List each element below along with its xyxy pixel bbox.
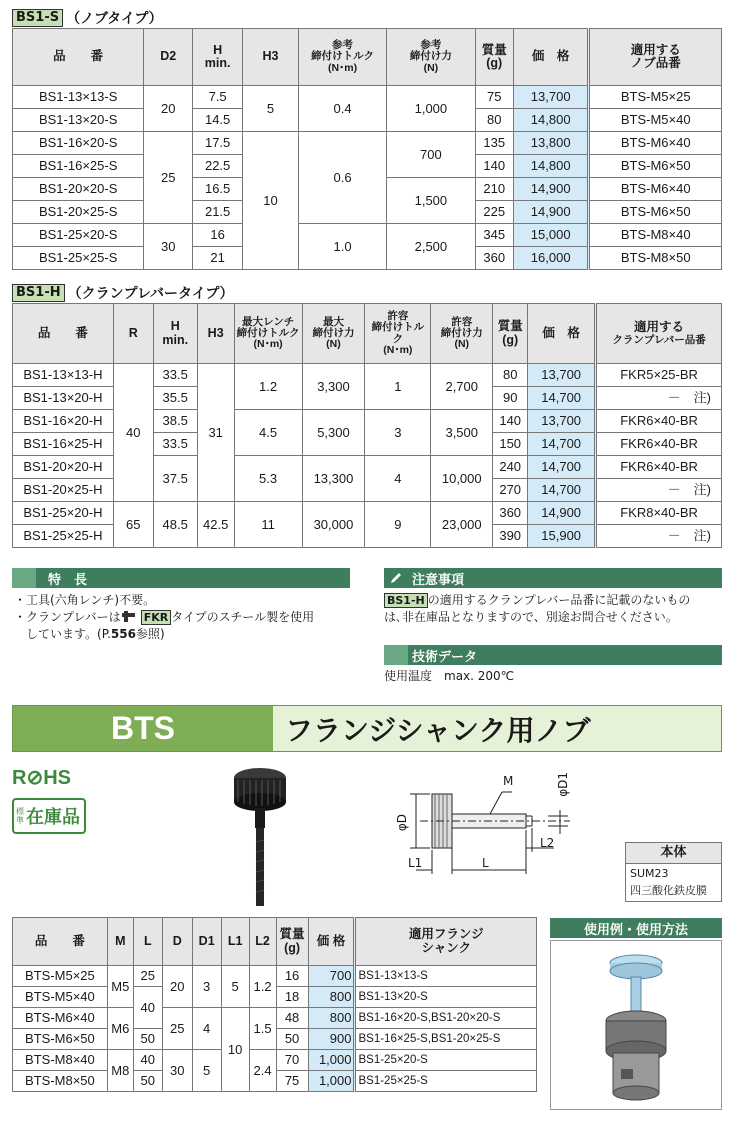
mass-value: 390 — [493, 525, 528, 548]
mass-value: 50 — [276, 1029, 308, 1050]
h-value: 33.5 — [153, 433, 197, 456]
h-value: 21.5 — [193, 201, 243, 224]
bs1h-th-allow-torque: 許容 締付けトルク (N･m) — [365, 304, 431, 364]
stock-badge-label: 在庫品 — [26, 807, 80, 828]
part-number: BTS-M8×40 — [13, 1050, 108, 1071]
bts-th-shank: 適用フランジ シャンク — [355, 918, 537, 966]
bts-header-row — [13, 918, 537, 966]
shank-part: BS1-25×25-S — [355, 1071, 537, 1092]
allow-force-value: 10,000 — [431, 456, 493, 502]
m-value: M5 — [107, 966, 133, 1008]
bs1h-tag: BS1-H — [12, 284, 65, 302]
tech-bar — [384, 645, 722, 665]
m-value: M8 — [107, 1050, 133, 1092]
lever-part: － 注) — [596, 479, 722, 502]
part-number: BS1-25×20-S — [13, 224, 144, 247]
torque-value: 0.6 — [298, 132, 386, 224]
h-value: 48.5 — [153, 502, 197, 548]
max-force-value: 3,300 — [302, 364, 365, 410]
bs1s-table — [12, 28, 722, 270]
price-value: 700 — [308, 966, 355, 987]
bs1h-th-mass: 質量 (g) — [493, 304, 528, 364]
bs1h-th-max-force: 最大 締付け力 (N) — [302, 304, 365, 364]
h-value: 37.5 — [153, 456, 197, 502]
force-value: 2,500 — [387, 224, 475, 270]
price-value: 13,800 — [513, 132, 589, 155]
price-value: 14,700 — [528, 387, 596, 410]
bts-th-l2: L2 — [249, 918, 276, 966]
mass-value: 75 — [475, 86, 513, 109]
dim-d: φD — [395, 814, 409, 832]
clamp-lever-icon — [121, 610, 141, 623]
bts-th-price: 価 格 — [308, 918, 355, 966]
features-line-1: ・工具(六角レンチ)不要。 — [14, 593, 156, 607]
knob-photo — [222, 762, 302, 912]
bs1s-th-h: H min. — [193, 29, 243, 86]
features-title: 特 長 — [48, 572, 88, 588]
bs1h-th-max-torque: 最大レンチ 締付けトルク (N･m) — [234, 304, 302, 364]
part-number: BTS-M8×50 — [13, 1071, 108, 1092]
d2-value: 30 — [144, 224, 193, 270]
mass-value: 345 — [475, 224, 513, 247]
knob-part: BTS-M6×40 — [589, 178, 722, 201]
shank-part: BS1-16×25-S,BS1-20×25-S — [355, 1029, 537, 1050]
mass-value: 135 — [475, 132, 513, 155]
price-value: 14,700 — [528, 456, 596, 479]
usage-box — [550, 940, 722, 1110]
part-number: BS1-16×25-H — [13, 433, 114, 456]
h-value: 21 — [193, 247, 243, 270]
bs1s-th-d2: D2 — [144, 29, 193, 86]
usage-title: 使用例・使用方法 — [583, 922, 688, 938]
table-row — [13, 132, 722, 155]
mass-value: 70 — [276, 1050, 308, 1071]
mass-value: 225 — [475, 201, 513, 224]
part-number: BS1-16×20-S — [13, 132, 144, 155]
price-value: 14,800 — [513, 155, 589, 178]
shank-part: BS1-25×20-S — [355, 1050, 537, 1071]
force-value: 1,000 — [387, 86, 475, 132]
dim-d1: φD1 — [556, 772, 570, 797]
force-value: 700 — [387, 132, 475, 178]
mass-value: 48 — [276, 1008, 308, 1029]
lever-part: FKR6×40-BR — [596, 433, 722, 456]
knob-part: BTS-M6×50 — [589, 201, 722, 224]
l-value: 50 — [133, 1029, 162, 1050]
shank-part: BS1-16×20-S,BS1-20×20-S — [355, 1008, 537, 1029]
part-number: BS1-13×20-H — [13, 387, 114, 410]
price-value: 1,000 — [308, 1071, 355, 1092]
max-force-value: 30,000 — [302, 502, 365, 548]
price-value: 1,000 — [308, 1050, 355, 1071]
allow-torque-value: 4 — [365, 456, 431, 502]
allow-torque-value: 9 — [365, 502, 431, 548]
bts-banner — [12, 705, 722, 752]
bs1h-th-h3: H3 — [197, 304, 234, 364]
price-value: 14,700 — [528, 433, 596, 456]
table-row — [13, 502, 722, 525]
part-number: BTS-M6×40 — [13, 1008, 108, 1029]
notes-line-2: は､非在庫品となりますので、別途お問合せください。 — [384, 610, 678, 624]
table-row — [13, 966, 537, 987]
lever-part: － 注) — [596, 387, 722, 410]
notes-line-1: の適用するクランプレバー品番に記載のないもの — [427, 593, 691, 607]
table-row — [13, 364, 722, 387]
allow-torque-value: 3 — [365, 410, 431, 456]
tech-temp: 使用温度 max. 200℃ — [384, 669, 515, 683]
h-value: 16 — [193, 224, 243, 247]
d1-value: 3 — [192, 966, 221, 1008]
bs1s-th-mass: 質量 (g) — [475, 29, 513, 86]
d1-value: 5 — [192, 1050, 221, 1092]
r-value: 65 — [113, 502, 153, 548]
mass-value: 240 — [493, 456, 528, 479]
table-row — [13, 86, 722, 109]
d1-value: 4 — [192, 1008, 221, 1050]
stock-badge — [12, 798, 86, 834]
h-value: 17.5 — [193, 132, 243, 155]
h-value: 38.5 — [153, 410, 197, 433]
part-number: BS1-20×20-S — [13, 178, 144, 201]
pen-icon — [384, 568, 408, 588]
max-torque-value: 4.5 — [234, 410, 302, 456]
part-number: BS1-20×25-S — [13, 201, 144, 224]
stock-badge-small: 標準 — [16, 807, 24, 825]
lever-part: － 注) — [596, 525, 722, 548]
part-number: BS1-25×20-H — [13, 502, 114, 525]
allow-torque-value: 1 — [365, 364, 431, 410]
h-value: 7.5 — [193, 86, 243, 109]
dim-l2: L2 — [540, 836, 555, 850]
shank-part: BS1-13×13-S — [355, 966, 537, 987]
l-value: 25 — [133, 966, 162, 987]
bts-th-d1: D1 — [192, 918, 221, 966]
part-number: BS1-13×13-S — [13, 86, 144, 109]
bs1s-tag: BS1-S — [12, 9, 63, 27]
bts-th-mass: 質量 (g) — [276, 918, 308, 966]
mass-value: 140 — [493, 410, 528, 433]
bs1h-th-price: 価 格 — [528, 304, 596, 364]
bts-th-l1: L1 — [221, 918, 249, 966]
tech-title: 技術データ — [412, 649, 478, 665]
part-number: BS1-13×13-H — [13, 364, 114, 387]
features-line-2: ・クランプレバーは FKR タイプのスチール製を使用 — [14, 610, 315, 624]
price-value: 13,700 — [513, 86, 589, 109]
dim-m: M — [503, 774, 514, 788]
bs1s-header-row — [13, 29, 722, 86]
notes-title: 注意事項 — [412, 572, 465, 588]
mass-value: 140 — [475, 155, 513, 178]
features-line-3: しています。(P.556参照) — [14, 627, 165, 641]
bts-code: BTS — [13, 706, 273, 751]
torque-value: 0.4 — [298, 86, 386, 132]
price-value: 13,700 — [528, 364, 596, 387]
bs1s-th-knob: 適用する ノブ品番 — [589, 29, 722, 86]
part-number: BS1-20×25-H — [13, 479, 114, 502]
part-number: BS1-13×20-S — [13, 109, 144, 132]
usage-illustration — [551, 941, 721, 1109]
d2-value: 25 — [144, 132, 193, 224]
usage-bar — [550, 918, 722, 938]
knob-part: BTS-M5×25 — [589, 86, 722, 109]
h-value: 14.5 — [193, 109, 243, 132]
body-title: 本体 — [626, 843, 721, 864]
h-value: 35.5 — [153, 387, 197, 410]
table-row — [13, 1050, 537, 1071]
mass-value: 75 — [276, 1071, 308, 1092]
body-material-1: SUM23 — [630, 867, 669, 880]
price-value: 14,800 — [513, 109, 589, 132]
notes-text — [384, 592, 724, 626]
force-value: 1,500 — [387, 178, 475, 224]
price-value: 14,700 — [528, 479, 596, 502]
bs1h-th-lever: 適用する クランプレバー品番 — [596, 304, 722, 364]
mass-value: 270 — [493, 479, 528, 502]
h3-value: 31 — [197, 364, 234, 502]
l1-value: 5 — [221, 966, 249, 1008]
bs1s-th-price: 価 格 — [513, 29, 589, 86]
features-marker-icon — [12, 568, 36, 588]
bts-name: フランジシャンク用ノブ — [285, 713, 591, 747]
max-torque-value: 5.3 — [234, 456, 302, 502]
part-number: BS1-25×25-S — [13, 247, 144, 270]
price-value: 800 — [308, 1008, 355, 1029]
bs1h-title: （クランプレバータイプ） — [67, 286, 234, 302]
price-value: 15,900 — [528, 525, 596, 548]
bs1h-section-title — [12, 283, 234, 303]
h-value: 16.5 — [193, 178, 243, 201]
l2-value: 1.5 — [249, 1008, 276, 1050]
part-number: BTS-M5×25 — [13, 966, 108, 987]
part-number: BS1-25×25-H — [13, 525, 114, 548]
features-text — [14, 592, 354, 643]
table-row — [13, 1008, 537, 1029]
h-value: 33.5 — [153, 364, 197, 387]
body-material-2: 四三酸化鉄皮膜 — [630, 884, 707, 897]
l-value: 40 — [133, 987, 162, 1029]
dim-l: L — [482, 856, 489, 870]
mass-value: 18 — [276, 987, 308, 1008]
lever-part: FKR8×40-BR — [596, 502, 722, 525]
allow-force-value: 2,700 — [431, 364, 493, 410]
price-value: 13,700 — [528, 410, 596, 433]
r-value: 40 — [113, 364, 153, 502]
bs1s-th-torque: 参考 締付けトルク (N･m) — [298, 29, 386, 86]
d-value: 20 — [162, 966, 192, 1008]
bts-th-m: M — [107, 918, 133, 966]
part-number: BS1-16×25-S — [13, 155, 144, 178]
page-ref: 556 — [110, 627, 136, 641]
rohs-logo: R⊘HS — [12, 767, 71, 789]
mass-value: 360 — [475, 247, 513, 270]
mass-value: 360 — [493, 502, 528, 525]
allow-force-value: 23,000 — [431, 502, 493, 548]
bs1h-th-part: 品 番 — [13, 304, 114, 364]
d-value: 30 — [162, 1050, 192, 1092]
l2-value: 1.2 — [249, 966, 276, 1008]
mass-value: 80 — [493, 364, 528, 387]
max-force-value: 5,300 — [302, 410, 365, 456]
part-number: BTS-M5×40 — [13, 987, 108, 1008]
mass-value: 210 — [475, 178, 513, 201]
price-value: 14,900 — [513, 178, 589, 201]
bts-th-d: D — [162, 918, 192, 966]
fkr-tag: FKR — [141, 610, 172, 625]
table-row — [13, 224, 722, 247]
bs1s-title: （ノブタイプ） — [66, 11, 163, 27]
price-value: 900 — [308, 1029, 355, 1050]
max-force-value: 13,300 — [302, 456, 365, 502]
bs1s-th-h3: H3 — [243, 29, 299, 86]
part-number: BS1-20×20-H — [13, 456, 114, 479]
d2-value: 20 — [144, 86, 193, 132]
knob-part: BTS-M8×40 — [589, 224, 722, 247]
l1-value: 10 — [221, 1008, 249, 1092]
lever-part: FKR6×40-BR — [596, 456, 722, 479]
bs1h-th-r: R — [113, 304, 153, 364]
price-value: 14,900 — [528, 502, 596, 525]
bts-table — [12, 917, 537, 1092]
bs1h-header-row — [13, 304, 722, 364]
d-value: 25 — [162, 1008, 192, 1050]
bs1h-table — [12, 303, 722, 548]
mass-value: 80 — [475, 109, 513, 132]
allow-force-value: 3,500 — [431, 410, 493, 456]
bs1s-th-part: 品 番 — [13, 29, 144, 86]
part-number: BS1-16×20-H — [13, 410, 114, 433]
lever-part: FKR5×25-BR — [596, 364, 722, 387]
mass-value: 150 — [493, 433, 528, 456]
mass-value: 16 — [276, 966, 308, 987]
notes-bar — [384, 568, 722, 588]
knob-part: BTS-M6×50 — [589, 155, 722, 178]
h-value: 22.5 — [193, 155, 243, 178]
m-value: M6 — [107, 1008, 133, 1050]
body-material-box — [625, 842, 722, 902]
max-torque-value: 1.2 — [234, 364, 302, 410]
features-bar — [12, 568, 350, 588]
knob-part: BTS-M6×40 — [589, 132, 722, 155]
l-value: 40 — [133, 1050, 162, 1071]
h3-value: 42.5 — [197, 502, 234, 548]
knob-part: BTS-M5×40 — [589, 109, 722, 132]
torque-value: 1.0 — [298, 224, 386, 270]
bts-th-l: L — [133, 918, 162, 966]
h3-value: 10 — [243, 132, 299, 270]
tech-marker-icon — [384, 645, 408, 665]
bs1h-th-h: H min. — [153, 304, 197, 364]
bs1s-th-force: 参考 締付け力 (N) — [387, 29, 475, 86]
bs1h-th-allow-force: 許容 締付け力 (N) — [431, 304, 493, 364]
h3-value: 5 — [243, 86, 299, 132]
price-value: 14,900 — [513, 201, 589, 224]
l-value: 50 — [133, 1071, 162, 1092]
knob-part: BTS-M8×50 — [589, 247, 722, 270]
lever-part: FKR6×40-BR — [596, 410, 722, 433]
mass-value: 90 — [493, 387, 528, 410]
part-number: BTS-M6×50 — [13, 1029, 108, 1050]
dim-l1: L1 — [408, 856, 423, 870]
price-value: 15,000 — [513, 224, 589, 247]
price-value: 16,000 — [513, 247, 589, 270]
max-torque-value: 11 — [234, 502, 302, 548]
shank-part: BS1-13×20-S — [355, 987, 537, 1008]
l2-value: 2.4 — [249, 1050, 276, 1092]
price-value: 800 — [308, 987, 355, 1008]
bts-th-part: 品 番 — [13, 918, 108, 966]
bs1s-section-title — [12, 8, 163, 28]
notes-tag: BS1-H — [384, 593, 428, 608]
